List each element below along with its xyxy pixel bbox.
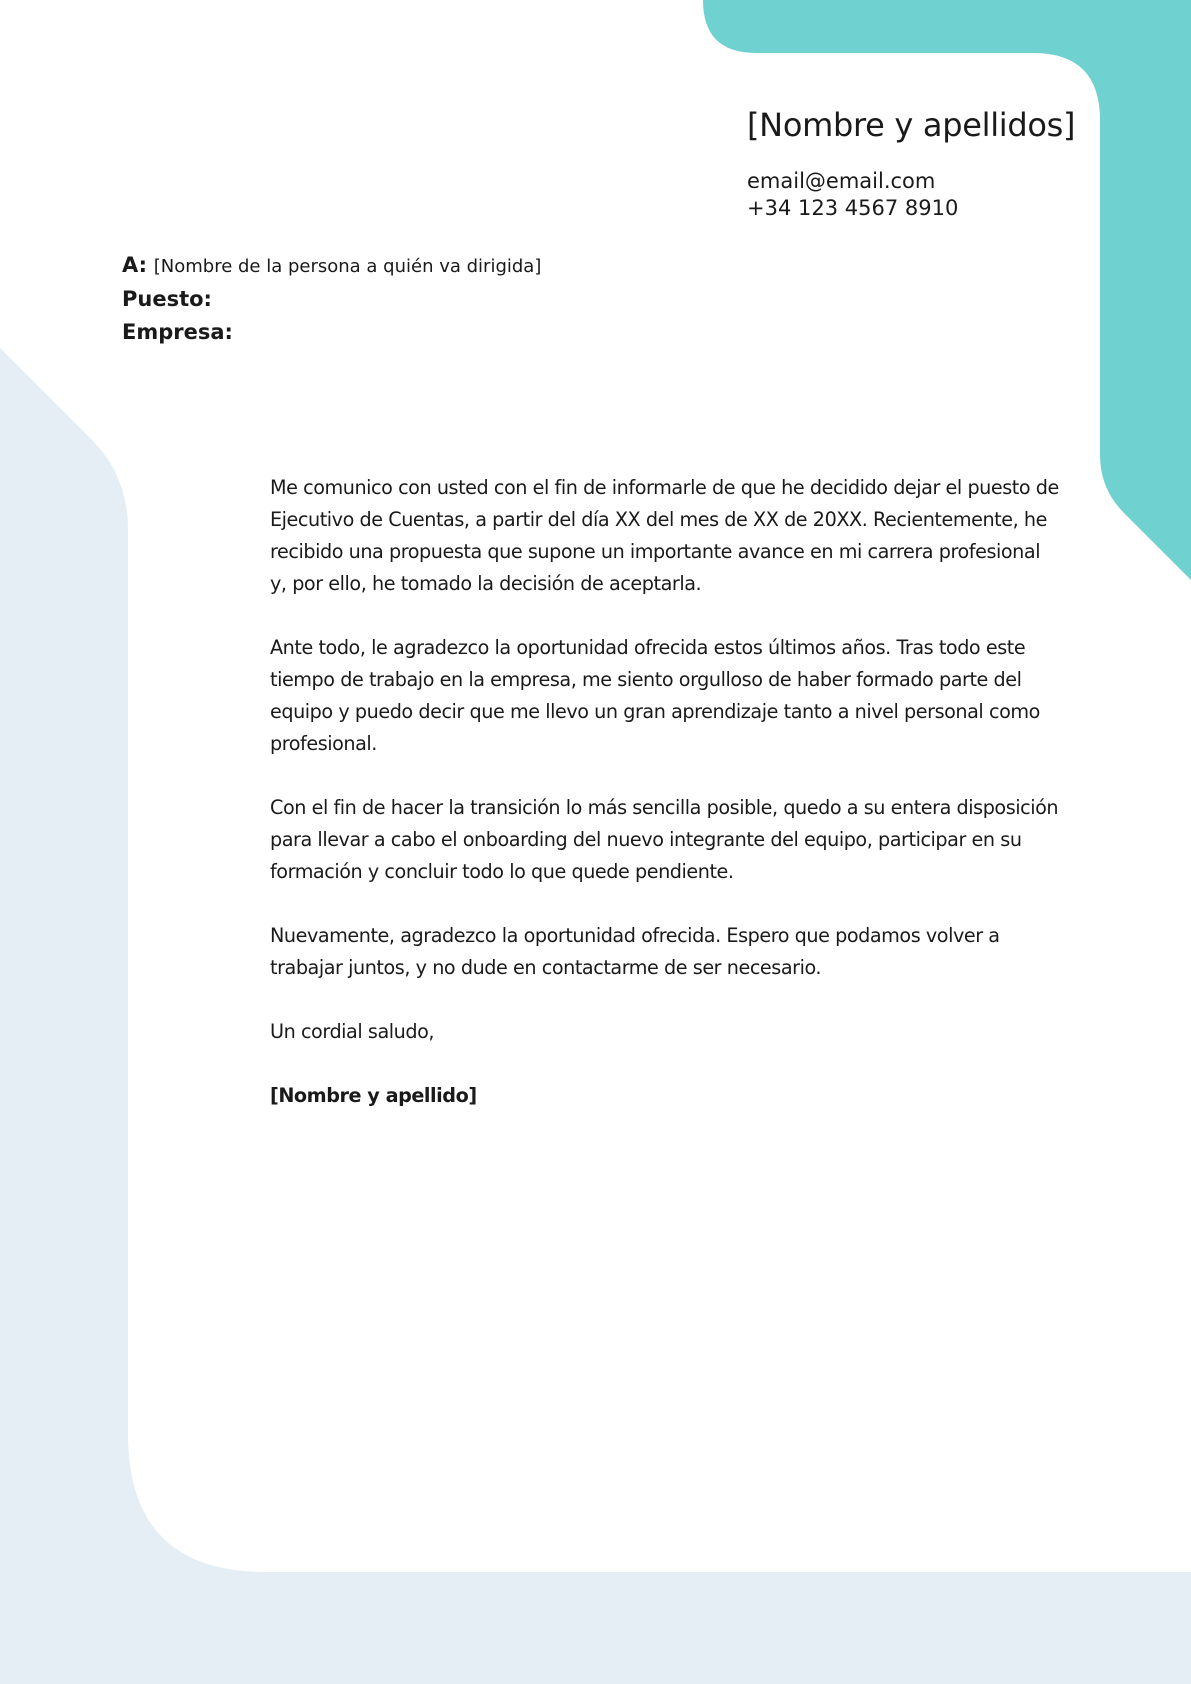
letter-signature: [Nombre y apellido]	[270, 1084, 477, 1107]
recipient-block	[122, 249, 541, 349]
sender-block	[747, 104, 1075, 222]
sender-name: [Nombre y apellidos]	[747, 106, 1076, 144]
sender-phone: +34 123 4567 8910	[747, 196, 959, 220]
letter-closing: Un cordial saludo,	[270, 1020, 435, 1043]
letter-paragraph-3: Con el fin de hacer la transición lo más sencilla posible, quedo a su entera disposición para llevar a cabo el onboarding del nuevo integrante del equipo, participar en su formación y concluir todo lo que quede pendiente.	[270, 796, 1059, 883]
letter-paragraph-2: Ante todo, le agradezco la oportunidad ofrecida estos últimos años. Tras todo este tiempo de trabajo en la empresa, me siento orgulloso de haber formado parte del equipo y puedo decir que me llevo un gran aprendizaje tanto a nivel personal como profesional.	[270, 636, 1040, 755]
recipient-position-label: Puesto:	[122, 287, 212, 311]
letter-body	[270, 472, 1060, 1144]
letter-paragraph-1: Me comunico con usted con el fin de informarle de que he decidido dejar el puesto de Ejecutivo de Cuentas, a partir del día XX del mes de XX de 20XX. Recientemente, he recibido una propuesta que supone un importante avance en mi carrera profesional y, por ello, he tomado la decisión de aceptarla.	[270, 476, 1059, 595]
letter-paragraph-4: Nuevamente, agradezco la oportunidad ofrecida. Espero que podamos volver a trabajar juntos, y no dude en contactarme de ser necesario.	[270, 924, 1000, 979]
recipient-to-label: A:	[122, 253, 148, 277]
recipient-to-value: [Nombre de la persona a quién va dirigida]	[153, 256, 542, 277]
sender-email: email@email.com	[747, 169, 936, 193]
recipient-to-line	[122, 249, 541, 283]
recipient-company-label: Empresa:	[122, 320, 233, 344]
